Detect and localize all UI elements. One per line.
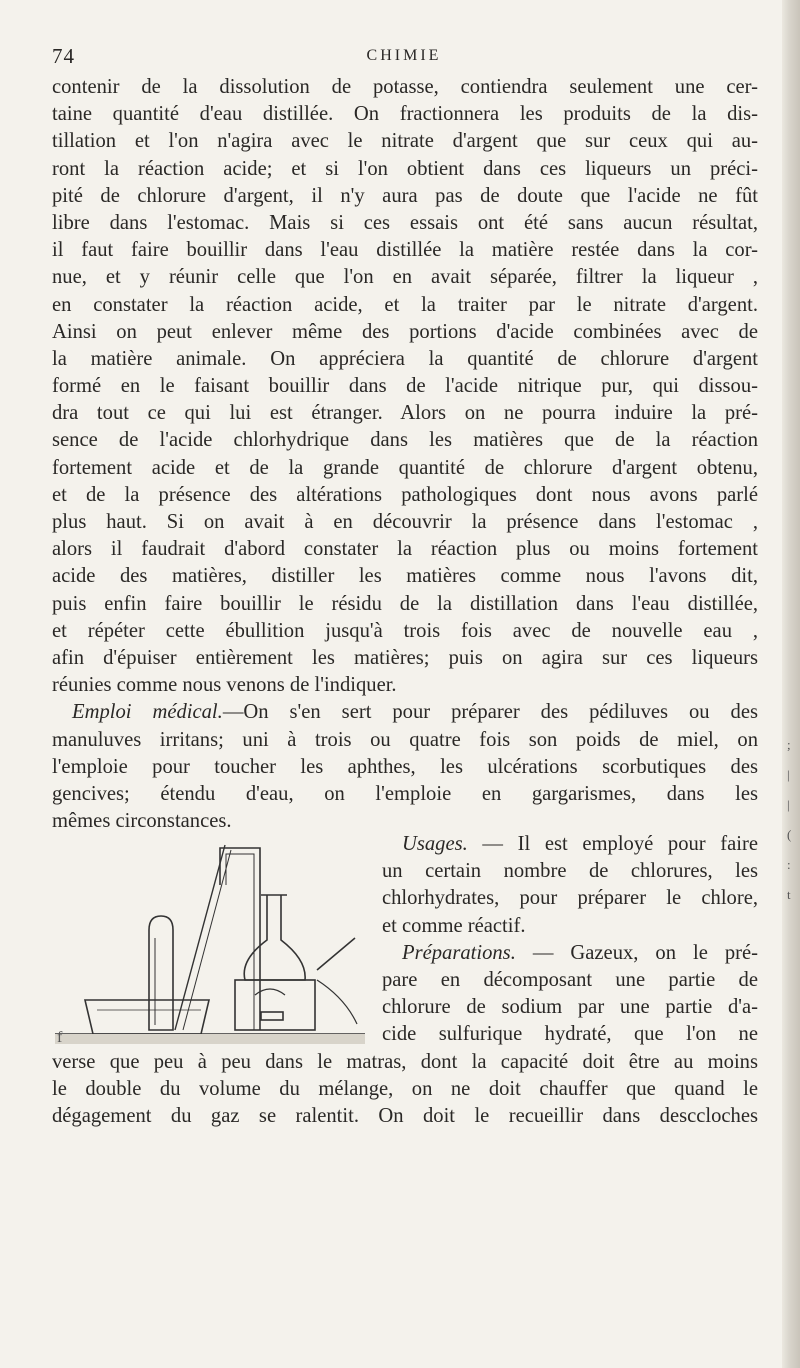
text-line: formé en le faisant bouillir dans de l'acide nitrique pur, qui dissou- <box>52 375 758 398</box>
text-line: gencives; étendu d'eau, on l'emploie en gargarismes, dans les <box>52 782 758 805</box>
main-text <box>52 74 758 835</box>
text-line: acide des matières, distiller les matières comme nous l'avons dit, <box>52 565 758 588</box>
svg-text:f: f <box>57 1029 63 1046</box>
text-line: en constater la réaction acide, et la traiter par le nitrate d'argent. <box>52 293 758 316</box>
wrapped-text-beside-figure <box>382 831 758 1049</box>
text-line: il faut faire bouillir dans l'eau distillée la matière restée dans la cor- <box>52 239 758 262</box>
text-line: Emploi médical.—On s'en sert pour préparer des pédiluves ou des <box>72 701 759 724</box>
text-line: cide sulfurique hydraté, que l'on ne <box>382 1023 758 1046</box>
edge-marks: ; | | ( : t <box>787 737 792 902</box>
paragraph-1 <box>52 74 758 699</box>
text-line: taine quantité d'eau distillée. On fractionnera les produits de la dis- <box>52 103 758 126</box>
text-line: puis enfin faire bouillir le résidu de la distillation dans l'eau distillée, <box>52 592 758 615</box>
text-line: libre dans l'estomac. Mais si ces essais ont été sans aucun résultat, <box>52 211 758 234</box>
text-line: et comme réactif. <box>382 914 526 937</box>
text-line: ront la réaction acide; et si l'on obtient dans ces liqueurs un préci- <box>52 157 758 180</box>
apparatus-illustration <box>55 820 367 1050</box>
section-heading: Emploi médical. <box>72 701 223 724</box>
text-line: dra tout ce qui lui est étranger. Alors on ne pourra induire la pré- <box>52 402 758 425</box>
text-line: fortement acide et de la grande quantité de chlorure d'argent obtenu, <box>52 456 758 479</box>
text-line: manuluves irritans; uni à trois ou quatre fois son poids de miel, on <box>52 728 758 751</box>
text-line: Usages. — Il est employé pour faire <box>402 833 758 855</box>
text-line: le double du volume du mélange, on ne doit chauffer que quand le <box>52 1078 758 1101</box>
text-line: un certain nombre de chlorures, les <box>382 860 758 883</box>
text-line: chlorhydrates, pour préparer le chlore, <box>382 887 758 910</box>
text-line: contenir de la dissolution de potasse, contiendra seulement une cer- <box>52 76 758 98</box>
text-line: sence de l'acide chlorhydrique dans les matières que de la réaction <box>52 429 758 452</box>
paragraph-2 <box>52 699 758 835</box>
apparatus-figure <box>55 820 367 1050</box>
text-line: alors il faudrait d'abord constater la réaction plus ou moins fortement <box>52 538 758 561</box>
continued-text <box>52 1049 758 1131</box>
text-line: Préparations. — Gazeux, on le pré- <box>402 941 758 964</box>
text-line: chlorure de sodium par une partie d'a- <box>382 996 758 1019</box>
text-line: Ainsi on peut enlever même des portions d'acide combinées avec de <box>52 320 758 343</box>
text-line: l'emploie pour toucher les aphthes, les ulcérations scorbutiques des <box>52 755 758 778</box>
text-line: et répéter cette ébullition jusqu'à trois fois avec de nouvelle eau , <box>52 619 758 642</box>
text-line: dégagement du gaz se ralentit. On doit le recueillir dans desccloches <box>52 1105 758 1128</box>
running-head: CHIMIE <box>366 47 442 64</box>
text-line: verse que peu à peu dans le matras, dont la capacité doit être au moins <box>52 1051 758 1073</box>
text-line: pité de chlorure d'argent, il n'y aura pas de doute que l'acide ne fût <box>52 184 758 207</box>
text-line: réunies comme nous venons de l'indiquer. <box>52 674 397 697</box>
text-line: pare en décomposant une partie de <box>382 968 758 991</box>
page-header <box>52 44 756 70</box>
text-line: nue, et y réunir celle que l'on en avait séparée, filtrer la liqueur , <box>52 266 758 289</box>
text-line: afin d'épuiser entièrement les matières; puis on agira sur ces liqueurs <box>52 646 758 669</box>
section-heading: Préparations. <box>402 941 516 964</box>
text-line: mêmes circonstances. <box>52 810 232 833</box>
page-edge <box>782 0 800 1368</box>
section-heading: Usages. <box>402 833 468 855</box>
text-line: la matière animale. On appréciera la quantité de chlorure d'argent <box>52 347 758 370</box>
text-line: plus haut. Si on avait à en découvrir la présence dans l'estomac , <box>52 511 758 533</box>
text-line: et de la présence des altérations pathologiques dont nous avons parlé <box>52 483 758 506</box>
text-line: tillation et l'on n'agira avec le nitrate d'argent que sur ceux qui au- <box>52 130 758 153</box>
page-number: 74 <box>52 44 75 68</box>
